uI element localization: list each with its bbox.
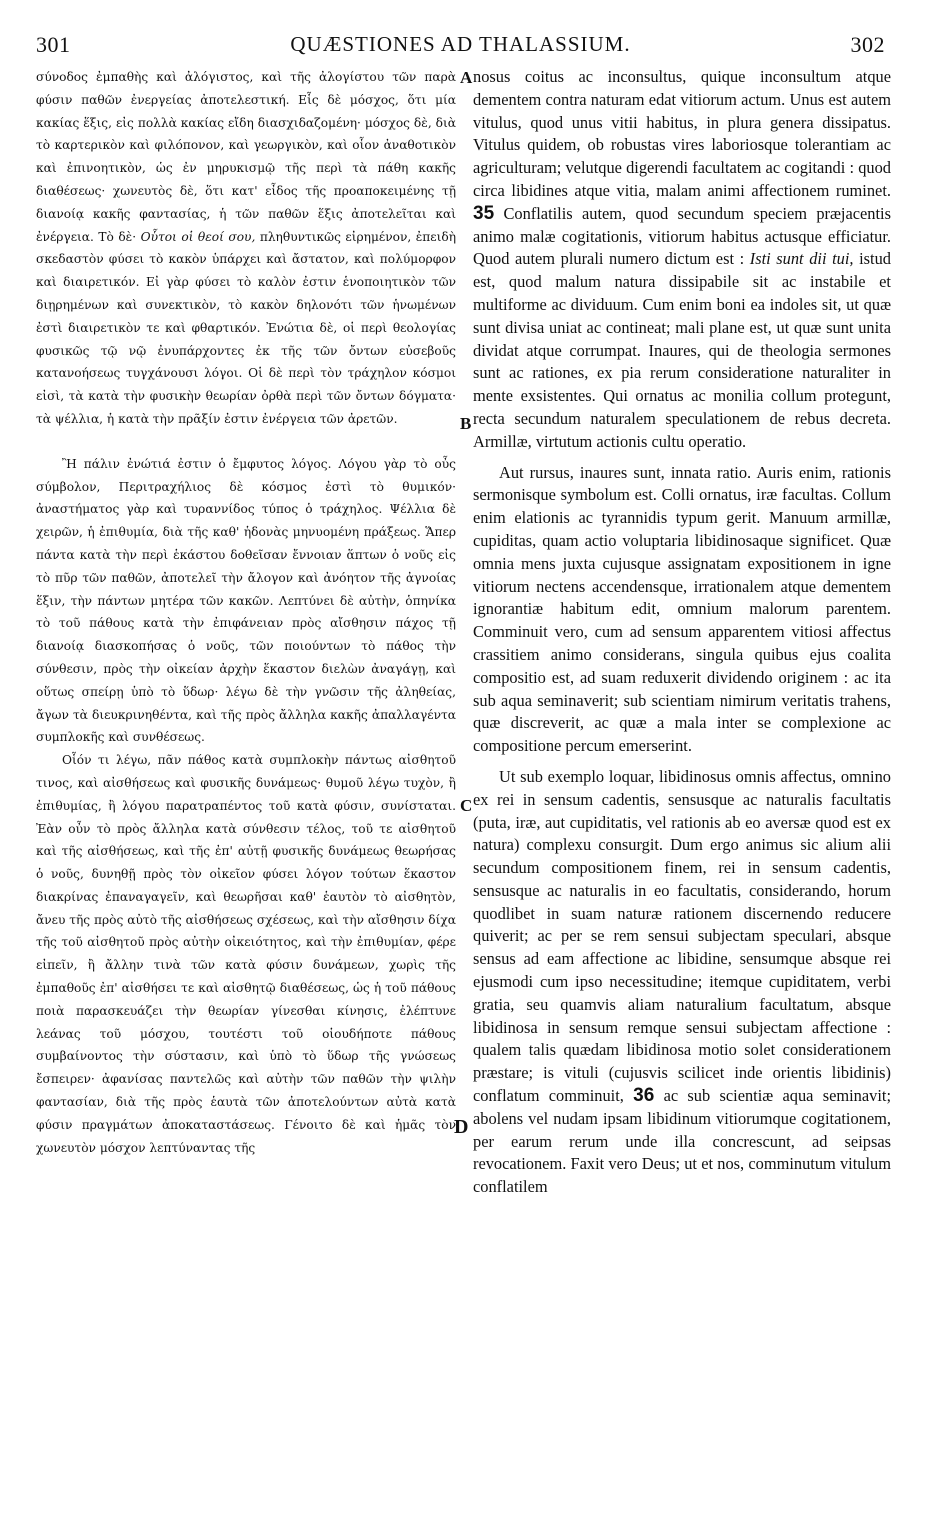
latin-quote: Isti sunt dii tui, (749, 249, 854, 269)
greek-text-1b: πληθυντικῶς εἰρημένον, ἐπειδὴ σκεδαστὸν φύσει τὸ κακὸν ὑπάρχει καὶ ἄστατον, καὶ πολύμορφον καὶ διαιρετικόν. Εἰ γὰρ φύσει τὸ καλὸν ἐστιν ἑνοποιητικὸν τῶν διῃρημένων καὶ συνεκτικὸν, τὸ κακὸν δηλονότι τῶν ἡνωμένων ἐστὶ διαιρετικὸν τε καὶ φθαρτικόν. Ἐνώτια δὲ, οἱ περὶ θεολογίας φυσικῶς τῷ νῷ ἐνυπάρχοντες ἐκ τῆς τῶν ὄντων εὐσεβοῦς κατανοήσεως τυγχάνουσι λόγοι. Οἱ δὲ περὶ τὸν τράχηλον κόσμοι εἰσὶ, τὰ κατὰ τὴν φυσικὴν θεωρίαν ὀρθὰ περὶ τῶν ὄντων δόγματα· τὰ ψέλλια, ἡ κατὰ τὴν πρᾶξίν ἐστιν ἐνέργεια τῶν ἀρετῶν. (36, 229, 456, 426)
column-number-36: 36 (633, 1085, 655, 1107)
greek-column (36, 66, 456, 1159)
latin-text-1c: istud est, quod malum natura dissipabile sit ac instabile et multiforme ac dividuum. Cum enim boni ea indoles sit, ut quæ sunt divisa uniat ac contineat; mali plane est, ut quæ sunt unita dividat atque corrumpat. Inaures, qui de theologia sermones sunt ac rationes, ex pia rerum consideratione naturaliter in mente exsistentes. Qui ornatus ac monilia collum protegunt, recta secundum naturalem speculationem de rebus decreta. Armillæ, virtutum actionis cultu operatio. (473, 249, 891, 451)
margin-marker-a: A (460, 68, 473, 87)
latin-text-3b: ac sub scientiæ aqua seminavit; abolens vel nudam ipsam libidinum vitiorumque cogitationem, per earum rerum unde illa concrescunt, ad seipsas revocationem. Faxit vero Deus; ut et nos, comminutum vitulum conflatilem (473, 1086, 891, 1197)
latin-paragraph-2: Aut rursus, inaures sunt, innata ratio. Auris enim, rationis sermonisque symbolum est. Colli ornatus, iræ facultas. Collum enim elationis ac tyrannidis typum gerit. Manuum armillæ, cupiditas, quam actio voluptaria libidinosaque significet. Quæ omnia mens juxta cujusque assignatam expositionem in igne vitiorum nectens accendensque, irrationalem atque dementem ignorantiæ habitum edit, omnium malorum parentem. Comminuit vero, cum ad sensum apparentem vitiosi affectus crassitiem animo considerans, singula quibus ejus coalita compositio est, ad suam reduxerit dividendo originem : ac ita sub aqua seminaverit; sub scientiam nimirum veritatis trahens, quæ discreverit, ac quæ a mala inter se complexione ac compositione percum emerserint. (473, 462, 891, 756)
latin-paragraph-1 (473, 66, 891, 454)
running-title: QUÆSTIONES AD THALASSIUM. (290, 32, 631, 56)
latin-paragraph-3 (473, 766, 891, 1199)
margin-marker-d: D (454, 1116, 469, 1138)
column-number-35: 35 (473, 202, 495, 224)
page-header (36, 32, 885, 60)
latin-text-3a: Ut sub exemplo loquar, libidinosus omnis affectus, omnino ex rei in sensum cadentis, sensusque ac naturalis facultatis (puta, iræ, aut cupiditatis, vel rationis ab eo aversæ quod est ex natura) complexu consurgit. Dum ergo animus sic alium alii secundum compositionem finem, rei in sensum cadentis, sensusque ac naturalis in eo facultatis, considerando, horum quodlibet in suam naturæ rationem discernendo reducere quiverit; ac per se rem sensui subjectam speculari, absque sensus ad eam affectione ac libidine, sensumque absque rei ejusmodi cum ipso necessitudine; itemque cupiditatem, verbi gratia, seu quamvis aliam naturalium facultatum, absque libidinosa in sensum remque sensui subjectam affectione : qualem talis quædam libidinosa motio solet considerationem præstare; is vituli (cujusvis scilicet inde orientis libidinis) conflatum comminuit, (473, 766, 891, 1106)
paragraph-gap (36, 431, 456, 453)
paragraph-gap (473, 454, 891, 462)
margin-marker-c: C (460, 796, 473, 815)
latin-text-1b: Conflatilis autem, quod secundum speciem præjacentis animo malæ cogitationis, vitiorum habitus actusque efficiatur. Quod autem plurali numero dictum est : (473, 203, 891, 269)
page-number-right: 302 (850, 32, 885, 57)
paragraph-gap (473, 758, 891, 766)
latin-column (473, 66, 891, 1199)
greek-paragraph-3: Οἷόν τι λέγω, πᾶν πάθος κατὰ συμπλοκὴν πάντως αἰσθητοῦ τινος, καὶ αἰσθήσεως καὶ φυσικῆς δυνάμεως· θυμοῦ λέγω τυχὸν, ἢ ἐπιθυμίας, ἢ λόγου παρατραπέντος τοῦ κατὰ φύσιν, συνίσταται. Ἐὰν οὖν τὸ πρὸς ἄλληλα κατὰ σύνθεσιν τέλος, τοῦ τε αἰσθητοῦ καὶ τῆς αἰσθήσεως, καὶ τῆς ἐπ' αὐτῇ φυσικῆς δυνάμεως θεωρήσας ὁ νοῦς, δυνηθῇ πρὸς τὸν οἰκεῖον φύσει λόγον τούτων ἕκαστον διακρίνας ἐπαναγαγεῖν, καὶ θεωρῆσαι καθ' ἑαυτὸν τὸ αἰσθητὸν, ἄνευ τῆς πρὸς αὐτὸ τῆς αἰσθήσεως σχέσεως, καὶ τὴν αἴσθησιν δίχα τῆς τοῦ αἰσθητοῦ πρὸς αὐτὴν οἰκειότητος, καὶ τὴν ἐπιθυμίαν, φέρε εἰπεῖν, ἢ ἄλλην τινὰ τῶν κατὰ φύσιν δυνάμεων, χωρὶς τῆς ἐμπαθοῦς ἐπ' αἰσθήσει τε καὶ αἰσθητῷ διαθέσεως, ὡς ἡ τοῦ πάθους ποιὰ παρασκευάζει τὴν θεωρίαν γίνεσθαι κίνησις, ἐλέπτυνε λεάνας τοῦ μόσχου, τουτέστι τοῦ οἱουδήποτε πάθους συμβαίνοντος τὴν σύστασιν, καὶ ὑπὸ τὸ ὕδωρ τῆς γνώσεως ἔσπειρεν· ἀφανίσας παντελῶς καὶ αὐτὴν τῶν παθῶν τὴν ψιλὴν φαντασίαν, διὰ τῆς πρὸς ἑαυτὰ τῶν ἀποτελούντων αὐτὰ κατὰ φύσιν πραγμάτων ἀποκαταστάσεως. Γένοιτο δὲ καὶ ἡμᾶς τὸν χωνευτὸν μόσχον λεπτύναντας τῆς (36, 753, 456, 1155)
greek-paragraph-2: Ἢ πάλιν ἐνώτιά ἐστιν ὁ ἔμφυτος λόγος. Λόγου γὰρ τὸ οὖς σύμβολον, Περιτραχήλιος δὲ κόσμος ἐστὶ τὸ θυμικόν· ἀναστήματος γὰρ καὶ τυραννίδος τύπος ὁ τράχηλος. Ψέλλια δὲ χειρῶν, ἡ ἐπιθυμία, διὰ τῆς καθ' ἡδονὰς μηνυομένη πράξεως. Ἅπερ πάντα κατὰ τὴν περὶ ἑκάστου δοθεῖσαν ἔννοιαν ἅπτων ὁ νοῦς εἰς τὸ πῦρ τῶν παθῶν, ἀποτελεῖ τὴν ἄλογον καὶ ἀνόητον τῆς ἀγνοίας ἕξιν, τὴν πάντων μητέρα τῶν κακῶν. Λεπτύνει δὲ αὐτὴν, ὁπηνίκα τὸ τοῦ πάθους κατὰ τὴν ἐπιφάνειαν πρὸς αἴσθησιν πάχος τῇ διανοίᾳ διασκοπήσας ὁ νοῦς, τῶν ποιούντων τὸ πάθος τὴν σύνθεσιν, πρὸς τὴν οἰκείαν ἀρχὴν ἕκαστον διελὼν ἀναγάγῃ, καὶ οὕτως σπείρῃ ὑπὸ τὸ ὕδωρ· λέγω δὲ τὴν γνῶσιν τῆς ἀληθείας, ἄγων τὰ διευκρινηθέντα, καὶ τῆς πρὸς ἄλληλα κακῆς ἀπαλλαγέντα συμπλοκῆς καὶ συνθέσεως. (36, 456, 456, 745)
greek-quote: Οὗτοι οἱ θεοί σου, (140, 229, 256, 244)
page-number-left: 301 (36, 32, 71, 57)
greek-paragraph-1 (36, 66, 456, 431)
latin-text-1a: nosus coitus ac inconsultus, quique inconsultum atque dementem contra naturam edat vitiorum actum. Unus est autem vitulus, quod unus vitii habitus, in plura genera dissipatus. Vitulus quidem, ob robustas vires laboriosque tolerantiam ac agriculturam; velutque digerendi facultatem ac cogitandi : quod circa libidines atque vitia, malam animi affectionem ruminet. (473, 67, 891, 200)
greek-text-1a: σύνοδος ἐμπαθὴς καὶ ἀλόγιστος, καὶ τῆς ἀλογίστου τῶν παρὰ φύσιν παθῶν ἐνεργείας ἀποτελεστική. Εἷς δὲ μόσχος, ὅτι μία κακίας ἕξις, εἰς πολλὰ κακίας εἴδη διασχιδαζομένη· μόσχος δὲ, διὰ τὸ καρτερικὸν καὶ φιλόπονον, καὶ γεωργικὸν, καὶ οἷον ἀναθοτικὸν καὶ ἐπινοητικὸν, ὡς ἐν μηρυκισμῷ τῆς περὶ τὰ πάθη κακῆς διαθέσεως· χωνευτὸς δὲ, ὅτι κατ' εἶδος τῆς προαποκειμένης τῇ διανοίᾳ κακῆς φαντασίας, ἡ τῶν παθῶν ἕξις ἀποτελεῖται καὶ ἐνέργεια. Τὸ δὲ· (36, 70, 456, 244)
margin-marker-b: B (460, 414, 472, 433)
